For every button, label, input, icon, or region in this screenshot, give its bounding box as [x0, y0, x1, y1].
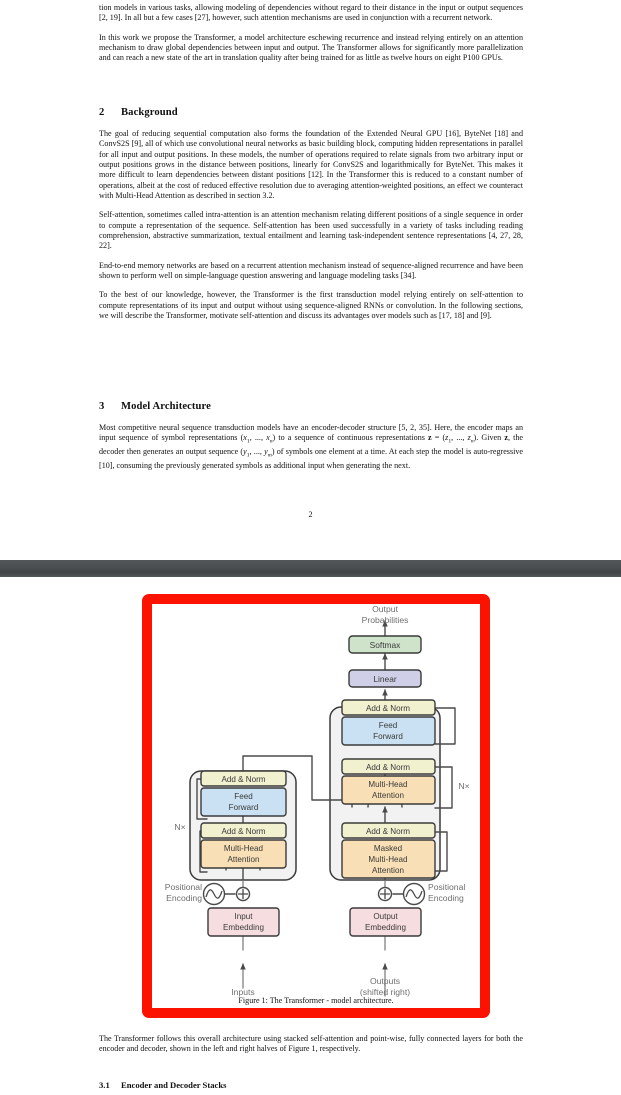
figure-block-add-norm-decoder-masked	[342, 823, 435, 838]
paragraph-self-attention: Self-attention, sometimes called intra-attention is an attention mechanism relating different positions of a single sequence in order to compute a representation of the sequence. Self-attention has been used successfully in a variety of tasks including reading comprehension, abstractive summarization, textual entailment and learning task-independent sentence representations [4, 27, 28, 22].	[99, 210, 523, 251]
positional-encoding-sine-encoder	[204, 884, 225, 905]
section-number: 3	[99, 401, 105, 412]
svg-text:N×: N×	[458, 781, 470, 791]
figure-block-input-embedding	[208, 908, 279, 936]
figure-block-feed-forward-decoder	[342, 717, 435, 745]
svg-text:Positional: Positional	[164, 882, 202, 892]
positional-add-decoder	[379, 888, 392, 901]
svg-text:N×: N×	[174, 822, 186, 832]
svg-text:Multi-Head: Multi-Head	[368, 855, 408, 864]
figure-block-softmax	[349, 636, 421, 653]
paragraph-transformer-overall-architecture: The Transformer follows this overall architecture using stacked self-attention and point-wise, fully connected layers for both the encoder and decoder, shown in the left and right halves of Figure 1, respectively.	[99, 1034, 523, 1054]
svg-text:Probabilities: Probabilities	[361, 615, 409, 625]
svg-text:Encoding: Encoding	[166, 893, 202, 903]
figure-block-add-norm-decoder-cross	[342, 759, 435, 774]
figure-block-add-norm-encoder-attn	[201, 823, 286, 838]
page-top-column	[99, 3, 523, 73]
subsection-3-1	[99, 1080, 523, 1091]
svg-text:Output: Output	[373, 912, 398, 921]
svg-text:Add & Norm: Add & Norm	[365, 704, 411, 713]
positional-encoding-sine-decoder	[404, 884, 425, 905]
svg-text:Output: Output	[372, 604, 398, 614]
figure-caption: Figure 1: The Transformer - model architecture.	[238, 996, 394, 1005]
figure-block-output-embedding	[350, 908, 421, 936]
svg-text:Add & Norm: Add & Norm	[365, 827, 411, 836]
figure-block-add-norm-decoder-ff	[342, 700, 435, 715]
subsection-heading-encoder-decoder-stacks	[99, 1080, 523, 1091]
svg-text:Outputs: Outputs	[369, 976, 401, 986]
svg-text:Forward: Forward	[373, 732, 403, 741]
paragraph-encoder-decoder-structure: Most competitive neural sequence transduction models have an encoder-decoder structure [5, 2, 35]. Here, the encoder maps an input sequence of symbol representations ($x_1$, ..., $x_n$) to a sequence of continuous representations $z = (z_1$, ..., $z_n$). Given z, the decoder then generates an output sequence ($y_1$, ..., $y_m$) of symbols one element at a time. At each step the model is auto-regressive [10], consuming the previously generated symbols as additional input when generating the next.	[99, 423, 523, 471]
svg-text:Forward: Forward	[228, 803, 259, 812]
svg-text:Add & Norm: Add & Norm	[365, 763, 411, 772]
svg-text:Multi-Head: Multi-Head	[223, 844, 264, 853]
svg-text:Positional: Positional	[428, 882, 466, 892]
svg-text:Add & Norm: Add & Norm	[221, 827, 266, 836]
svg-text:Feed: Feed	[378, 721, 398, 730]
paragraph-sequential-computation: The goal of reducing sequential computation also forms the foundation of the Extended Neural GPU [16], ByteNet [18] and ConvS2S [9], all of which use convolutional neural networks as basic building block, computing hidden representations in parallel for all input and output positions. In these models, the number of operations required to relate signals from two arbitrary input or output positions grows in the distance between positions, linearly for ConvS2S and logarithmically for ByteNet. This makes it more difficult to learn dependencies between distant positions [12]. In the Transformer this is reduced to a constant number of operations, albeit at the cost of reduced effective resolution due to averaging attention-weighted positions, an effect we counteract with Multi-Head Attention as described in section 3.2.	[99, 129, 523, 201]
paragraph-transformer-proposal: In this work we propose the Transformer, a model architecture eschewing recurrence and instead relying entirely on an attention mechanism to draw global dependencies between input and output. The Transformer allows for significantly more parallelization and can reach a new state of the art in translation quality after being trained for as little as twelve hours on eight P100 GPUs.	[99, 32, 523, 63]
svg-text:Embedding: Embedding	[365, 923, 406, 932]
figure-block-multi-head-attention-encoder	[201, 840, 286, 868]
section-number: 2	[99, 107, 105, 118]
figure-block-feed-forward-encoder	[201, 788, 286, 816]
svg-text:Linear: Linear	[373, 674, 397, 684]
svg-text:(shifted right): (shifted right)	[359, 987, 411, 997]
paragraph-memory-networks: End-to-end memory networks are based on a recurrent attention mechanism instead of sequence-aligned recurrence and have been shown to perform well on simple-language question answering and language modeling tasks [34].	[99, 260, 523, 281]
section-title: Model Architecture	[121, 401, 211, 412]
svg-text:Add & Norm: Add & Norm	[221, 775, 266, 784]
figure-block-add-norm-encoder-ff	[201, 771, 286, 786]
section-title: Background	[121, 107, 178, 118]
figure-block-masked-multi-head-attention	[342, 840, 435, 878]
svg-text:Attention: Attention	[372, 866, 404, 875]
section-3-model-architecture	[99, 400, 523, 481]
svg-text:Softmax: Softmax	[369, 640, 401, 650]
svg-text:Inputs: Inputs	[231, 987, 255, 997]
svg-text:Masked: Masked	[373, 844, 403, 853]
svg-text:Multi-Head: Multi-Head	[368, 780, 408, 789]
positional-add-encoder	[237, 888, 250, 901]
svg-text:Feed: Feed	[234, 792, 253, 801]
svg-text:Attention: Attention	[227, 855, 260, 864]
subsection-title: Encoder and Decoder Stacks	[121, 1080, 227, 1090]
figure-block-multi-head-attention-decoder	[342, 776, 435, 804]
figure-1-transformer-architecture	[152, 604, 480, 1008]
page-number: 2	[308, 510, 313, 519]
paragraph-first-transduction-model: To the best of our knowledge, however, the Transformer is the first transduction model relying entirely on self-attention to compute representations of its input and output without using sequence-aligned RNNs or convolution. In the following sections, we will describe the Transformer, motivate self-attention and discuss its advantages over models such as [17, 18] and [9].	[99, 290, 523, 321]
svg-text:Attention: Attention	[372, 791, 404, 800]
svg-text:Embedding: Embedding	[223, 923, 264, 932]
svg-text:Input: Input	[234, 912, 253, 921]
section-heading-model-architecture	[99, 400, 523, 413]
figure-block-linear	[349, 670, 421, 687]
paragraph-attention-mechanisms: tion models in various tasks, allowing modeling of dependencies without regard to their distance in the input or output sequences [2, 19]. In all but a few cases [27], however, such attention mechanisms are used in conjunction with a recurrent network.	[99, 3, 523, 23]
after-figure-text	[99, 1034, 523, 1055]
page-separator-bar	[0, 560, 621, 577]
subsection-number: 3.1	[99, 1080, 110, 1090]
section-2-background	[99, 106, 523, 331]
svg-text:Encoding: Encoding	[428, 893, 464, 903]
section-heading-background	[99, 106, 523, 119]
